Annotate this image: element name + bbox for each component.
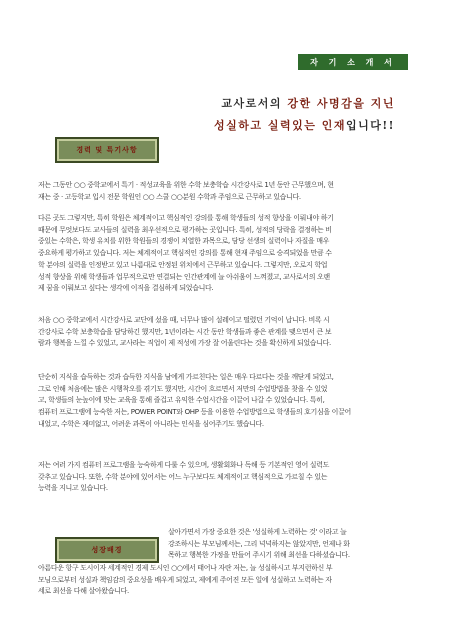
paragraph-current-job (38, 180, 415, 203)
paragraph-hometown (38, 563, 415, 598)
text-line: 단순히 지식을 습득하는 것과 습득한 지식을 남에게 가르친다는 일은 매우 다르다는 것을 깨닫게 되었고, (38, 373, 334, 381)
headline-line-2-suffix: 입니다!! (345, 119, 395, 132)
headline-line-1-emphasis: 강한 사명감을 지닌 (287, 97, 395, 110)
headline-line-1-prefix: 교사로서의 (221, 97, 288, 110)
text-line: 모님으로부터 성실과 책임감의 중요성을 배우게 되었고, 제에게 주어진 모든 일에 성실하고 노력하는 자 (38, 575, 332, 584)
text-line: 재는 중 · 고등학교 입시 전문 학원인 ○○ 스쿨 ○○분원 수학과 주임으로 근무하고 있습니다. (38, 192, 301, 201)
text-line: 다른 곳도 그렇지만, 특히 학원은 체계적이고 핵심적인 강의를 통해 학생들의 성적 향상을 이뤄내야 하기 (38, 214, 334, 222)
text-line: 성적 향상을 위해 학생들과 업무적으로만 연결되는 인간관계에 늘 아쉬움이 느껴졌고, 교사로서의 오랜 (38, 272, 330, 281)
paragraph-academy (38, 213, 415, 295)
text-line: 강조하시는 부모님께서는, 그리 넉넉하지는 않았지만, 언제나 화 (168, 539, 350, 548)
text-line: 제 꿈을 이뤄보고 싶다는 생각에 이직을 결심하게 되었습니다. (38, 284, 214, 293)
text-line: 때문에 무엇보다도 교사들의 실력을 최우선적으로 평가하는 곳입니다. 특히, 성적의 당락을 결정하는 비 (38, 225, 332, 234)
text-line: 컴퓨터 프로그램에 능숙한 저는, POWER POINT와 OHP 등을 이용한 수업방법으로 학생들의 호기심을 이끌어 (38, 408, 351, 417)
text-line: 저는 여러 가지 컴퓨터 프로그램을 능숙하게 다룰 수 있으며, 생활회화나 독해 등 기본적인 영어 실력도 (38, 461, 330, 469)
text-line: 처음 ○○ 중학교에서 시간강사로 교단에 섰을 때, 너무나 많이 설레이고 떨렸던 기억이 납니다. 비록 시 (38, 316, 330, 324)
text-line: 갖추고 있습니다. 또한, 수학 분야에 있어서는 어느 누구보다도 체계적이고 핵심적으로 가르칠 수 있는 (38, 472, 328, 481)
headline-line-2-emphasis: 성실하고 실력있는 인재 (214, 119, 346, 132)
headline-line-1 (221, 95, 395, 111)
text-line: 중있는 수학은, 학생 유치를 위한 학원들의 경쟁이 치열한 과목으로, 담당 선생의 실력이나 자질을 매우 (38, 237, 330, 246)
text-line: 아름다운 항구 도시이자 세계적인 경제 도시인 ○○에서 태어나 자란 저는, 늘 성실하시고 부지런하신 부 (38, 564, 333, 572)
section-label-background (55, 537, 159, 563)
text-line: 간강사로 수학 보충학습을 담당하긴 했지만, 1년이라는 시간 동안 학생들과 좋은 관계를 맺으면서 큰 보 (38, 327, 332, 336)
section-label-career-text: 경력 및 특기사항 (76, 145, 138, 154)
text-line: 목하고 행복한 가정을 만들어 주시기 위해 최선을 다하셨습니다. (168, 551, 350, 560)
document-title-text: 자 기 소 개 서 (310, 56, 396, 67)
text-line: 세로 최선을 다해 살아왔습니다. (38, 587, 129, 596)
text-line: 학 분야의 실력을 인정받고 있고 나름대로 안정된 위치에서 근무하고 있습니다. 그렇지만, 오로지 학업 (38, 260, 328, 269)
headline-line-2 (214, 117, 395, 133)
text-line: 고, 학생들의 눈높이에 맞는 교육을 통해 즐겁고 유익한 수업시간을 이끌어 나갈 수 있었습니다. 특히, (38, 396, 325, 405)
paragraph-first-teaching (38, 315, 415, 350)
section-label-career (55, 137, 159, 163)
text-line: 능력을 지니고 있습니다. (38, 484, 108, 493)
document-title (298, 54, 408, 70)
text-line: 저는 그동안 ○○ 중학교에서 특기 · 적성교육을 위한 수학 보충학습 시간강사로 1년 동안 근무했으며, 현 (38, 181, 334, 189)
text-line: 내었고, 수학은 재미없고, 어려운 과목이 아니라는 인식을 심어주기도 했습니다. (38, 419, 264, 428)
paragraph-skills (38, 460, 415, 495)
text-line: 람과 행복을 느낄 수 있었고, 교사라는 직업이 제 적성에 가장 잘 어울린다는 것을 확신하게 되었습니다. (38, 339, 331, 348)
text-line: 중요하게 평가하고 있습니다. 저는 체계적이고 핵심적인 강의를 통해 현재 주임으로 승격되었을 만큼 수 (38, 249, 332, 258)
paragraph-parents (168, 527, 416, 562)
paragraph-teaching-method (38, 372, 415, 431)
text-line: 살아가면서 가장 중요한 것은 '성실하게 노력하는 것' 이라고 늘 (168, 528, 347, 536)
section-label-background-text: 성장배경 (91, 545, 123, 554)
text-line: 그로 인해 처음에는 많은 시행착오를 겪기도 했지만, 시간이 흐르면서 저만의 수업방법을 찾을 수 있었 (38, 384, 328, 393)
